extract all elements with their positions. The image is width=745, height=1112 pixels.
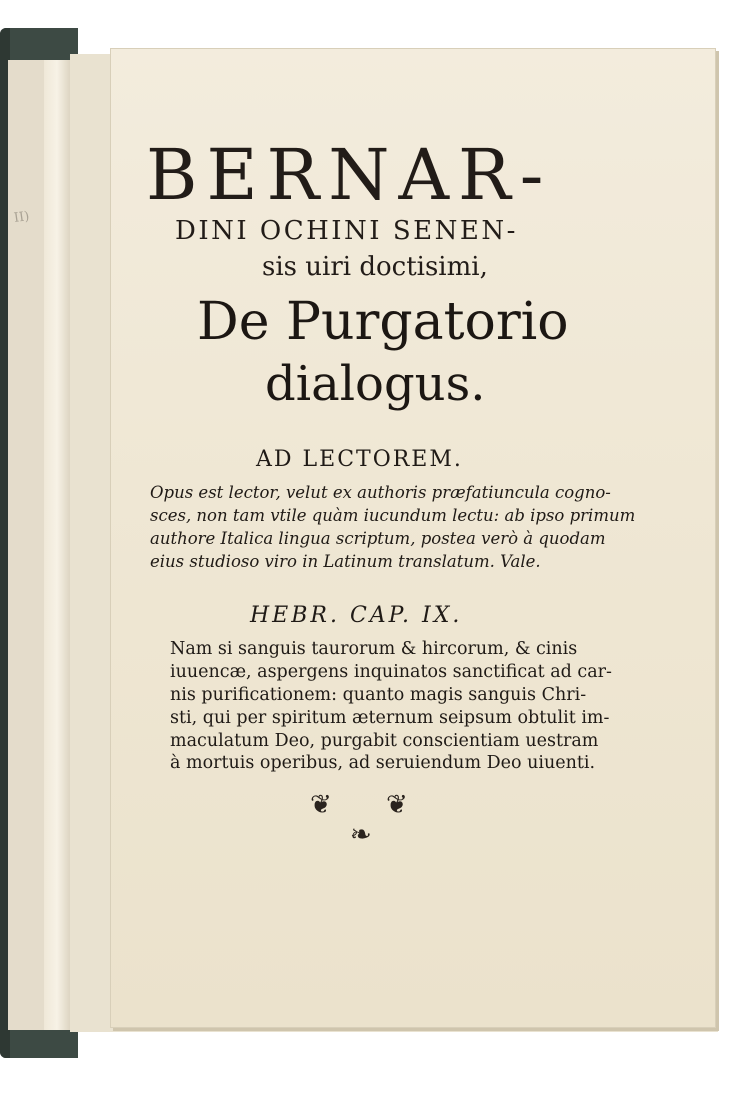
address-line: sces, non tam vtile quàm iucundum lectu: ab ipso primum bbox=[150, 506, 636, 525]
flyleaf-pencil-mark: II) bbox=[13, 209, 31, 226]
address-line: eius studioso viro in Latinum translatum. Vale. bbox=[150, 552, 541, 571]
fleuron-left-icon: ❦ bbox=[310, 790, 332, 820]
epigraph-line: à mortuis operibus, ad seruiendum Deo uiuenti. bbox=[170, 753, 596, 773]
epigraph-line: Nam si sanguis taurorum & hircorum, & cinis bbox=[170, 639, 578, 659]
address-heading: AD LECTOREM. bbox=[256, 447, 463, 472]
fleuron-bottom-icon: ❧ bbox=[350, 820, 372, 850]
epigraph-line: sti, qui per spiritum æternum seipsum obtulit im- bbox=[170, 708, 610, 728]
epigraph-line: nis purificationem: quanto magis sanguis Chri- bbox=[170, 685, 587, 705]
title-line-5: dialogus. bbox=[265, 356, 486, 412]
address-line: authore Italica lingua scriptum, postea verò à quodam bbox=[150, 529, 606, 548]
epigraph-line: iuuencæ, aspergens inquinatos sanctificat ad car- bbox=[170, 662, 612, 682]
title-line-3: sis uiri doctisimi, bbox=[262, 252, 488, 282]
title-line-2: DINI OCHINI SENEN- bbox=[175, 216, 518, 246]
fleuron-right-icon: ❦ bbox=[386, 790, 408, 820]
title-line-1: BERNAR- bbox=[146, 134, 553, 216]
address-line: Opus est lector, velut ex authoris præfatiuncula cogno- bbox=[150, 483, 611, 502]
title-line-4: De Purgatorio bbox=[197, 292, 569, 352]
epigraph-heading: HEBR. CAP. IX. bbox=[250, 603, 463, 628]
epigraph-line: maculatum Deo, purgabit conscientiam uestram bbox=[170, 731, 599, 751]
